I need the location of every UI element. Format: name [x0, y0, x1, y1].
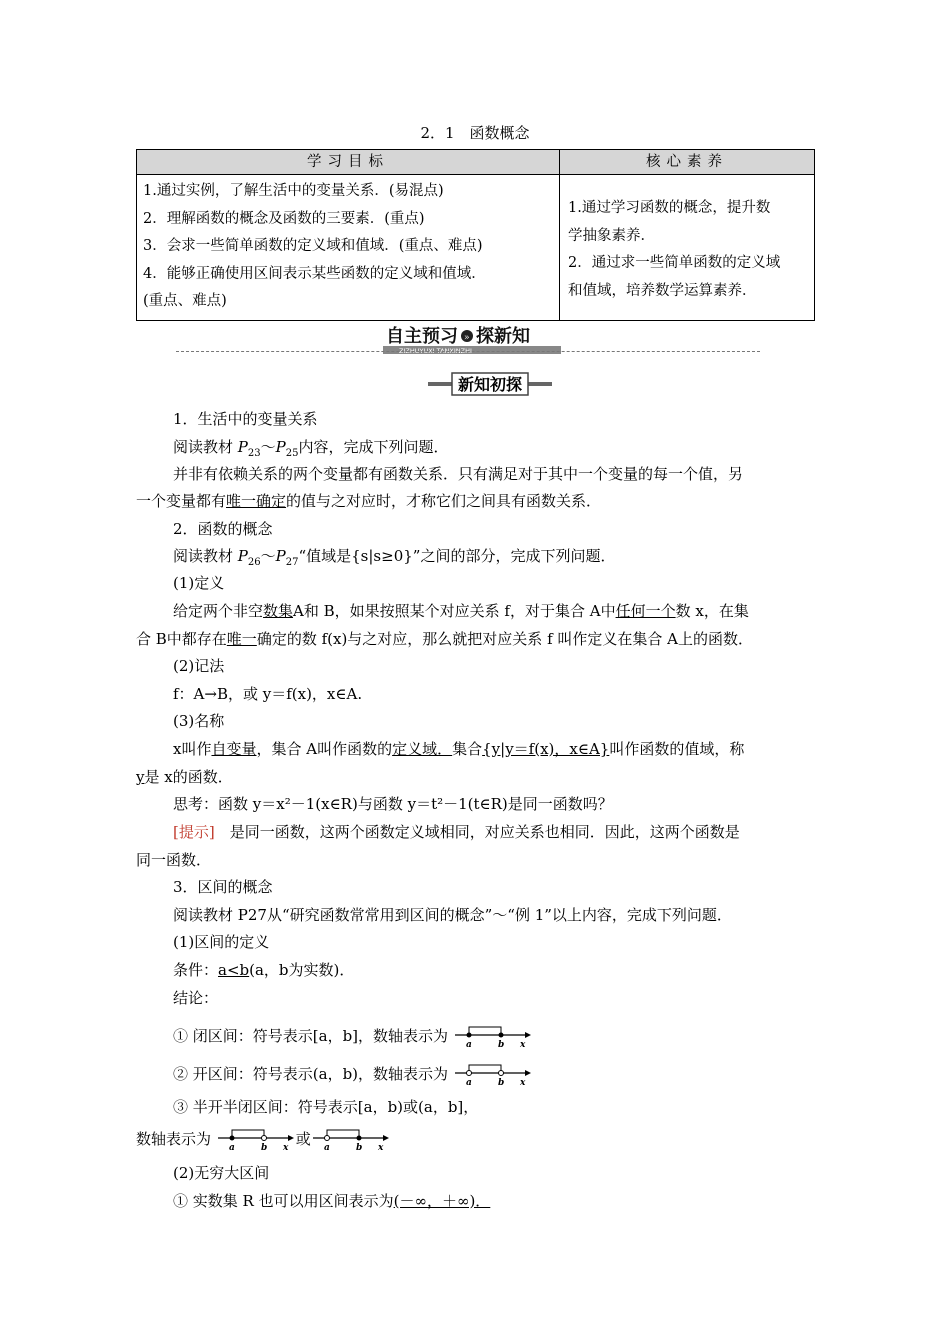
s3-read: 阅读教材 P27从“研究函数常常用到区间的概念”～“例 1”以上内容，完成下列问题． — [173, 906, 732, 924]
svg-text:b: b — [355, 1143, 363, 1152]
s3-title: 3．区间的概念 — [173, 878, 273, 896]
s2-read: 阅读教材 $P_{26}\sim P_{27}“$值域是{s|s≥0}”之间的部分，完成下列问题． — [173, 547, 616, 568]
literacy-item: 1.通过学习函数的概念，提升数 — [568, 200, 771, 217]
s1-para-cont: 一个变量都有唯一确定的值与之对应时，才称它们之间具有函数关系． — [136, 492, 602, 510]
svg-text:a: a — [465, 1078, 472, 1087]
goals-table — [136, 149, 815, 321]
name-line1: x叫作自变量，集合 A叫作函数的定义域．集合{y|y＝f(x)，x∈A}叫作函数的值域，称 — [173, 740, 745, 758]
svg-text:x: x — [519, 1040, 526, 1049]
open-interval-line: ② 开区间：符号表示(a，b)，数轴表示为 a b x — [136, 1063, 853, 1087]
banner-graphic — [383, 324, 561, 354]
notation-line: f：A→B，或 y＝f(x)，x∈A. — [173, 685, 363, 703]
condition-line: 条件：a<b(a，b为实数)． — [173, 961, 355, 979]
svg-text:b: b — [260, 1143, 268, 1152]
hint-line1: [提示] 是同一函数，这两个函数定义域相同，对应关系也相同．因此，这两个函数是 — [173, 823, 740, 841]
page-title: 2．1 函数概念 — [420, 124, 530, 142]
sub-banner-graphic — [428, 372, 552, 398]
goal-item: 4．能够正确使用区间表示某些函数的定义域和值域． — [143, 265, 486, 282]
name-title: (3)名称 — [173, 712, 225, 730]
half-open-left-axis — [311, 1128, 391, 1152]
banner-arrow-glyph: » — [464, 333, 470, 343]
s2-title: 2．函数的概念 — [173, 520, 273, 538]
svg-text:b: b — [497, 1078, 505, 1087]
goals-header: 学习目标 — [137, 150, 560, 175]
literacy-item: 和值域，培养数学运算素养． — [568, 282, 757, 299]
goal-item: (重点、难点) — [143, 293, 227, 309]
literacy-cell — [560, 175, 815, 321]
infinite-title: (2)无穷大区间 — [173, 1164, 270, 1182]
interval-def-title: (1)区间的定义 — [173, 933, 270, 951]
svg-text:x: x — [377, 1143, 384, 1152]
svg-text:x: x — [519, 1078, 526, 1087]
closed-interval-line: ① 闭区间：符号表示[a，b]，数轴表示为 a b x — [136, 1025, 853, 1049]
sub-banner-text: 新知初探 — [457, 375, 523, 394]
goals-cell — [137, 175, 560, 321]
half-interval-axis-line: 数轴表示为 a b x 或 a b x — [136, 1128, 816, 1152]
goal-item: 1.通过实例，了解生活中的变量关系．(易混点) — [143, 183, 444, 199]
goal-item: 3．会求一些简单函数的定义域和值域．(重点、难点) — [143, 238, 483, 254]
closed-interval-axis — [453, 1025, 533, 1049]
literacy-item: 2．通过求一些简单函数的定义域 — [568, 255, 781, 272]
half-open-right-axis — [216, 1128, 296, 1152]
def-line1: 给定两个非空数集A和 B，如果按照某个对应关系 f，对于集合 A中任何一个数 x，在集 — [173, 602, 749, 620]
half-interval-line: ③ 半开半闭区间：符号表示[a，b)或(a，b]， — [173, 1098, 479, 1116]
svg-text:a: a — [228, 1143, 235, 1152]
def-line2: 合 B中都存在唯一确定的数 f(x)与之对应，那么就把对应关系 f 叫作定义在集合 A上的函数． — [136, 630, 753, 648]
think-line: 思考：函数 y＝x²－1(x∈R)与函数 y＝t²－1(t∈R)是同一函数吗？ — [173, 795, 613, 813]
section-banner — [383, 324, 561, 354]
banner-divider — [176, 351, 760, 352]
s1-para: 并非有依赖关系的两个变量都有函数关系．只有满足对于其中一个变量的每一个值，另 — [173, 465, 744, 483]
literacy-item: 学抽象素养． — [568, 227, 655, 244]
banner-main: 自主预习 — [386, 326, 458, 347]
open-interval-axis — [453, 1063, 533, 1087]
banner-emph: 探新知 — [476, 326, 530, 347]
svg-text:a: a — [323, 1143, 330, 1152]
name-line2: y是 x的函数． — [136, 768, 233, 786]
hint-line2: 同一函数． — [136, 851, 212, 869]
notation-title: (2)记法 — [173, 657, 225, 675]
def-title: (1)定义 — [173, 574, 225, 592]
literacy-header: 核心素养 — [560, 150, 815, 175]
infinite-line1: ① 实数集 R 也可以用区间表示为(－∞，＋∞)． — [173, 1192, 491, 1210]
svg-text:b: b — [497, 1040, 505, 1049]
s1-title: 1．生活中的变量关系 — [173, 410, 318, 428]
sub-banner — [428, 372, 552, 398]
s1-read: 阅读教材 $P_{23}\sim P_{25}$内容，完成下列问题． — [173, 438, 449, 459]
conclusion-label: 结论： — [173, 989, 219, 1007]
banner-pinyin: ZIZHUYUXI TANXINZHI — [399, 347, 472, 354]
goal-item: 2．理解函数的概念及函数的三要素．(重点) — [143, 210, 425, 227]
hint-tag: [提示] — [173, 823, 215, 841]
svg-text:x: x — [282, 1143, 289, 1152]
svg-text:a: a — [465, 1040, 472, 1049]
